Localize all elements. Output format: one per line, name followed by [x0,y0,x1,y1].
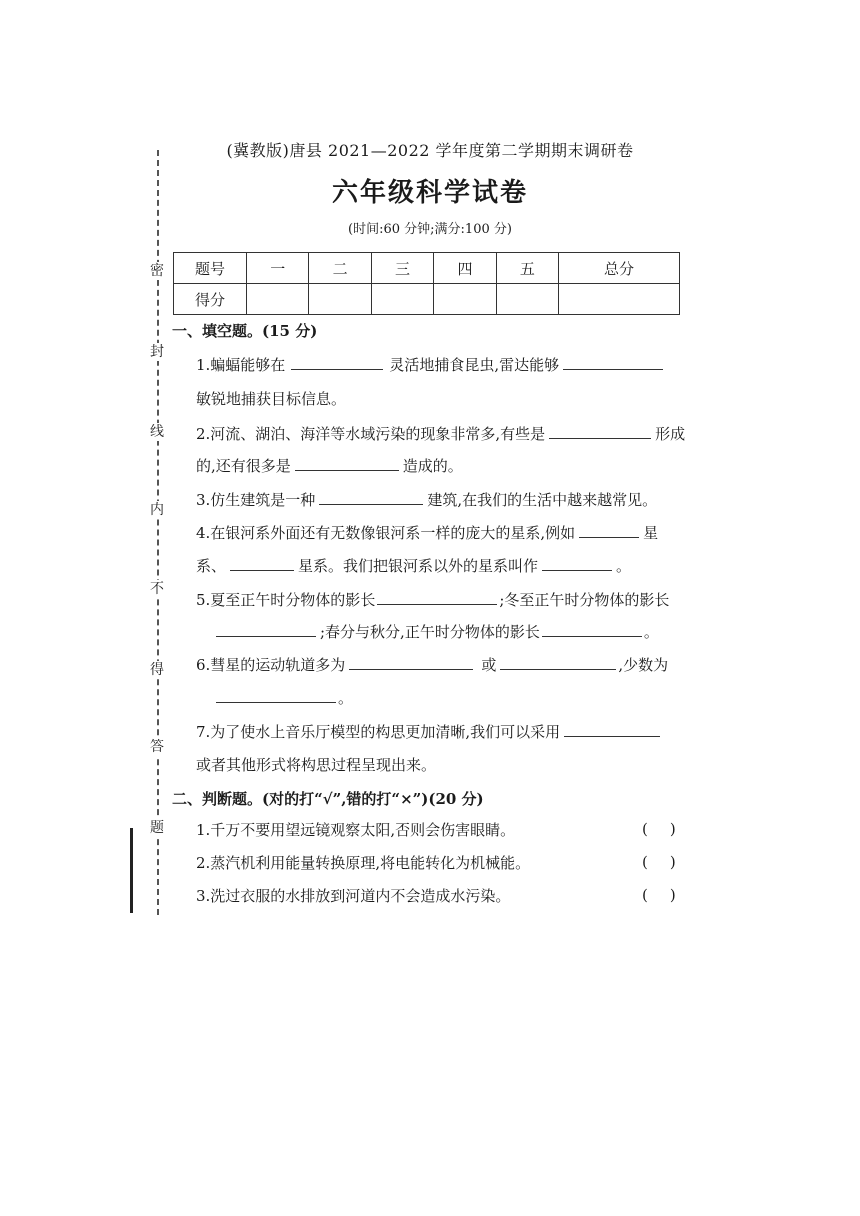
score-entry-cell[interactable] [247,284,309,315]
question-text: 1.蝙蝠能够在 [196,356,286,374]
question-text: 星系。我们把银河系以外的星系叫作 [298,557,539,575]
question-text: 或 [481,656,497,674]
question-text: 灵活地捕食昆虫,雷达能够 [389,356,560,374]
question-line [196,389,686,409]
score-entry-cell[interactable] [559,284,680,315]
seal-char: 不 [150,581,164,597]
answer-parentheses[interactable]: () [642,886,698,904]
question-text: 的,还有很多是 [196,457,291,475]
question-text: 3.仿生建筑是一种 [196,491,316,509]
question-line [196,655,686,675]
answer-blank[interactable] [291,355,383,370]
answer-blank[interactable] [500,655,616,670]
question-text: 建筑,在我们的生活中越来越常见。 [427,491,658,509]
answer-blank[interactable] [579,523,639,538]
score-cell: 二 [309,253,371,284]
answer-parentheses[interactable]: () [642,853,698,871]
question-text: ;春分与秋分,正午时分物体的影长 [320,623,540,641]
answer-blank[interactable] [549,424,651,439]
question-text: ;冬至正午时分物体的影长 [499,591,670,609]
judgement-item: 2.蒸汽机利用能量转换原理,将电能转化为机械能。 [196,854,531,872]
answer-blank[interactable] [319,490,423,505]
question-text: 形成 [655,425,686,443]
question-text: 6.彗星的运动轨道多为 [196,656,346,674]
question-text: 或者其他形式将构思过程呈现出来。 [196,756,437,774]
answer-blank[interactable] [542,556,612,571]
answer-blank[interactable] [377,590,497,605]
question-text: 2.河流、湖泊、海洋等水域污染的现象非常多,有些是 [196,425,546,443]
answer-blank[interactable] [349,655,473,670]
answer-blank[interactable] [216,688,336,703]
question-line [196,456,686,476]
score-table-header-row [174,253,680,284]
question-text: 5.夏至正午时分物体的影长 [196,591,376,609]
answer-blank[interactable] [564,722,660,737]
score-cell: 题号 [174,253,247,284]
score-cell: 总分 [559,253,680,284]
question-text: 。 [338,689,354,707]
score-table [173,252,680,315]
question-line [196,622,686,642]
exam-title: 六年级科学试卷 [331,178,528,208]
seal-char: 题 [150,820,164,836]
question-text: 星 [643,524,659,542]
seal-char: 封 [150,344,164,360]
score-entry-cell[interactable] [371,284,433,315]
question-text: 4.在银河系外面还有无数像银河系一样的庞大的星系,例如 [196,524,576,542]
question-text: 。 [616,557,632,575]
question-text: ,少数为 [618,656,669,674]
score-cell: 三 [371,253,433,284]
question-line [196,523,686,543]
section-heading: 二、判断题。(对的打“√”,错的打“×”)(20 分) [172,790,484,808]
seal-char: 密 [150,263,164,279]
question-line [196,355,686,375]
answer-blank[interactable] [230,556,294,571]
question-text: 敏锐地捕获目标信息。 [196,390,347,408]
answer-blank[interactable] [216,622,316,637]
answer-parentheses[interactable]: () [642,820,698,838]
judgement-item: 3.洗过衣服的水排放到河道内不会造成水污染。 [196,887,511,905]
question-text: 。 [643,623,659,641]
judgement-item: 1.千万不要用望远镜观察太阳,否则会伤害眼睛。 [196,821,516,839]
seal-char: 答 [150,739,164,755]
section-heading: 一、填空题。(15 分) [172,322,318,340]
seal-char: 内 [150,502,164,518]
page-edge-mark [130,828,133,913]
answer-blank[interactable] [563,355,663,370]
seal-char: 得 [150,662,164,678]
question-text: 系、 [196,557,227,575]
score-cell: 四 [434,253,496,284]
question-line [196,722,686,742]
exam-subtitle: (冀教版)唐县 2021—2022 学年度第二学期期末调研卷 [226,141,634,160]
question-line [196,755,686,775]
score-entry-cell[interactable] [309,284,371,315]
score-entry-cell[interactable] [434,284,496,315]
question-text: 造成的。 [402,457,463,475]
question-line [196,556,686,576]
answer-blank[interactable] [295,456,399,471]
question-line [196,688,686,708]
score-table-score-row [174,284,680,315]
score-cell: 五 [496,253,558,284]
question-line [196,424,686,444]
score-entry-cell[interactable] [496,284,558,315]
question-text: 7.为了使水上音乐厅模型的构思更加清晰,我们可以采用 [196,723,561,741]
question-line [196,490,686,510]
score-cell: 得分 [174,284,247,315]
question-line [196,590,686,610]
answer-blank[interactable] [542,622,642,637]
seal-char: 线 [150,424,164,440]
exam-meta: (时间:60 分钟;满分:100 分) [348,222,512,237]
score-cell: 一 [247,253,309,284]
